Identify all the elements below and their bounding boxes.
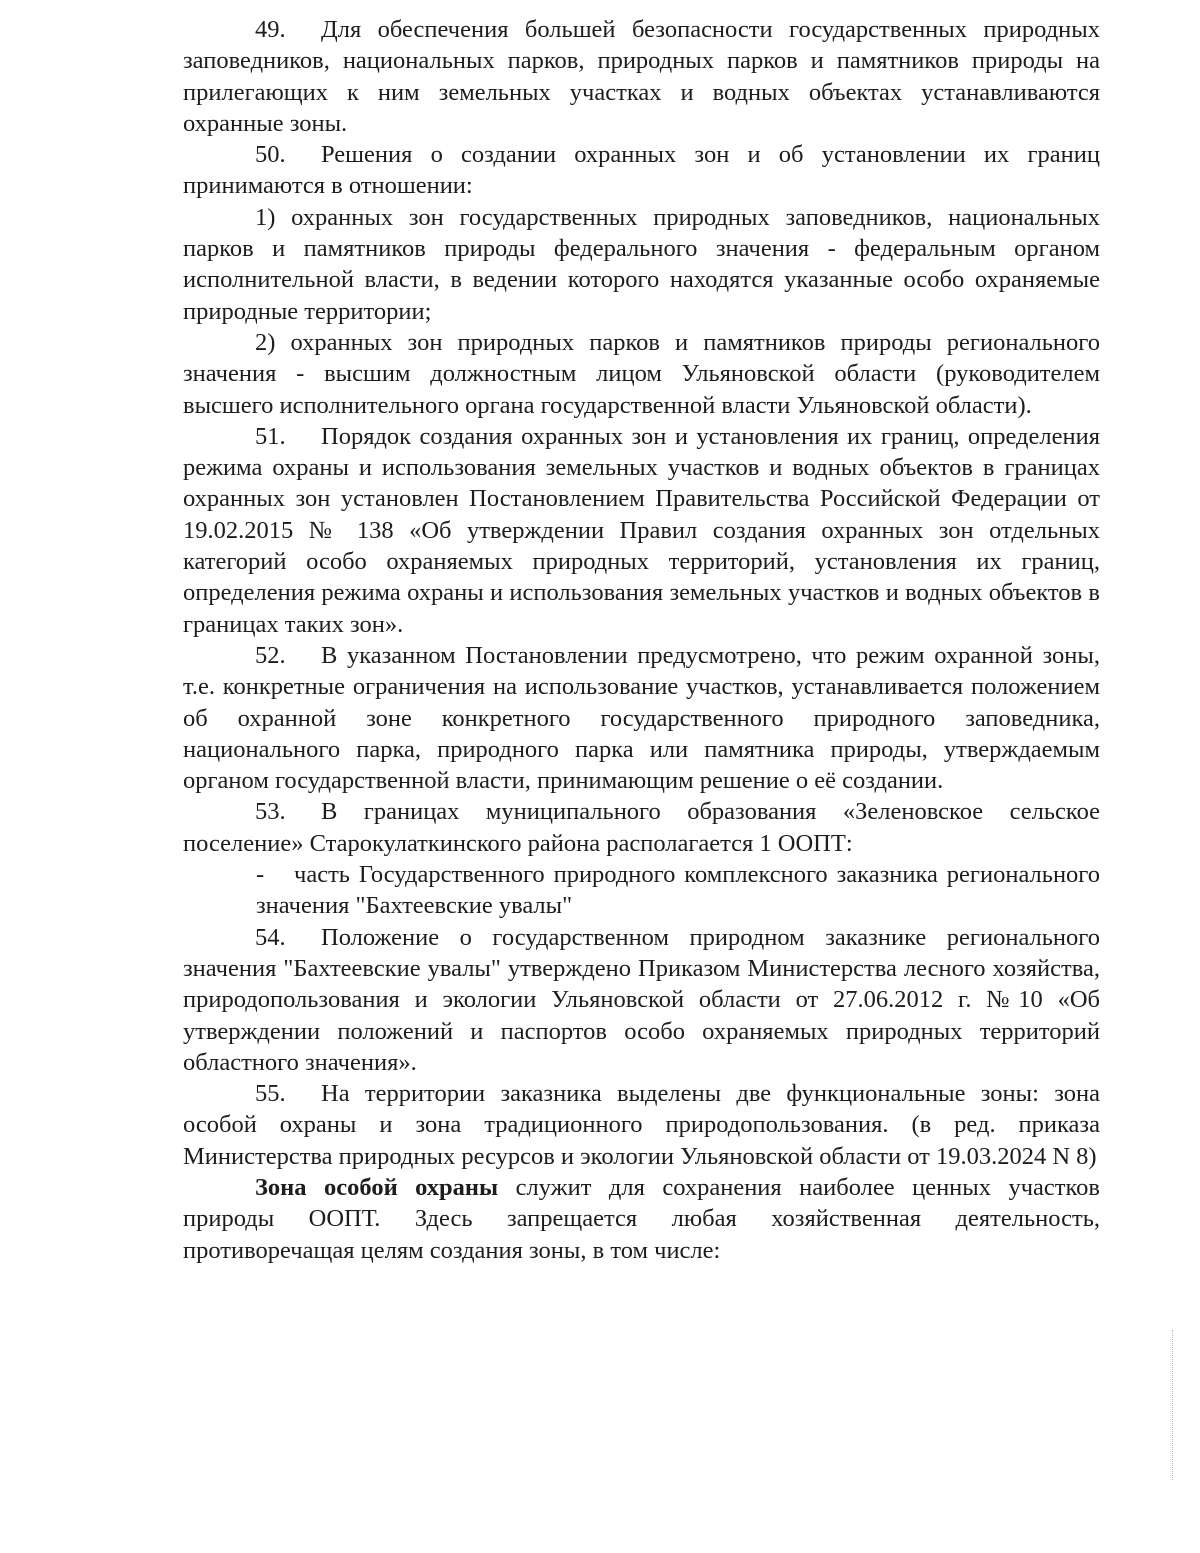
paragraph-text: Решения о создании охранных зон и об установлении их границ принимаются в отношении:: [183, 141, 1100, 200]
paragraph-text: служит для сохранения наиболее ценных участков природы ООПТ. Здесь запрещается любая хозяйственная деятельность, противоречащая целям создания зоны, в том числе:: [183, 1173, 1100, 1264]
paragraph-50: [183, 139, 1100, 202]
paragraph-54: [183, 922, 1100, 1078]
list-item-1: 1) охранных зон государственных природных заповедников, национальных парков и памятников природы федерального значения - федеральным органом исполнительной власти, в ведении которого находятся указанные особо охраняемые природные территории;: [183, 203, 1100, 325]
paragraph-number: 53.: [255, 798, 286, 826]
paragraph-number: 55.: [255, 1080, 286, 1108]
paragraph-text: На территории заказника выделены две функциональные зоны: зона особой охраны и зона традиционного природопользования. (в ред. приказа Министерства природных ресурсов и экологии Ульяновской области от 19.03.2024 N 8): [183, 1080, 1100, 1170]
dash-list-item: [256, 859, 1100, 922]
paragraph-55: [183, 1078, 1100, 1172]
paragraph-text: В указанном Постановлении предусмотрено, что режим охранной зоны, т.е. конкретные ограничения на использование участков, устанавливается положением об охранной зоне конкретного государственного природного заповедника, национального парка, природного парка или памятника природы, утверждаемым органом государственной власти, принимающим решение о её создании.: [183, 641, 1100, 795]
paragraph-52: [183, 640, 1100, 796]
paragraph-text: Положение о государственном природном заказнике регионального значения "Бахтеевские увалы" утверждено Приказом Министерства лесного хозяйства, природопользования и экологии Ульяновской области от 27.06.2012 г. №10 «Об утверждении положений и паспортов особо охраняемых природных территорий областного значения».: [183, 923, 1100, 1076]
paragraph-number: 51.: [255, 422, 286, 450]
list-item-2: 2) охранных зон природных парков и памятников природы регионального значения - высшим должностным лицом Ульяновской области (руководителем высшего исполнительного органа государственной власти Ульяновской области).: [183, 328, 1100, 419]
paragraph-text: Порядок создания охранных зон и установления их границ, определения режима охраны и использования земельных участков и водных объектов в границах охранных зон установлен Постановлением Правительства Российской Федерации от 19.02.2015 № 138 «Об утверждении Правил создания охранных зон отдельных категорий особо охраняемых природных территорий, установления их границ, определения режима охраны и использования земельных участков и водных объектов в границах таких зон».: [183, 422, 1100, 638]
paragraph-49: [183, 14, 1100, 139]
paragraph-53: [183, 796, 1100, 859]
paragraph-special-zone: [183, 1172, 1100, 1266]
paragraph-number: 50.: [255, 141, 286, 169]
paragraph-number: 49.: [255, 16, 286, 43]
document-page: [183, 14, 1100, 1266]
paragraph-text: В границах муниципального образования «Зеленовское сельское поселение» Старокулаткинского района располагается 1 ООПТ:: [183, 798, 1100, 857]
paragraph-number: 54.: [255, 923, 286, 951]
scan-edge-mark: [1172, 1330, 1174, 1480]
dash-marker: -: [256, 861, 265, 889]
paragraph-text: Для обеспечения большей безопасности государственных природных заповедников, национальных парков, природных парков и памятников природы на прилегающих к ним земельных участках и водных объектах устанавливаются охранные зоны.: [183, 16, 1100, 137]
bold-term: Зона особой охраны: [255, 1173, 499, 1201]
paragraph-51: [183, 421, 1100, 640]
paragraph-number: 52.: [255, 641, 286, 669]
dash-item-text: часть Государственного природного комплексного заказника регионального значения "Бахтеевские увалы": [256, 861, 1100, 920]
